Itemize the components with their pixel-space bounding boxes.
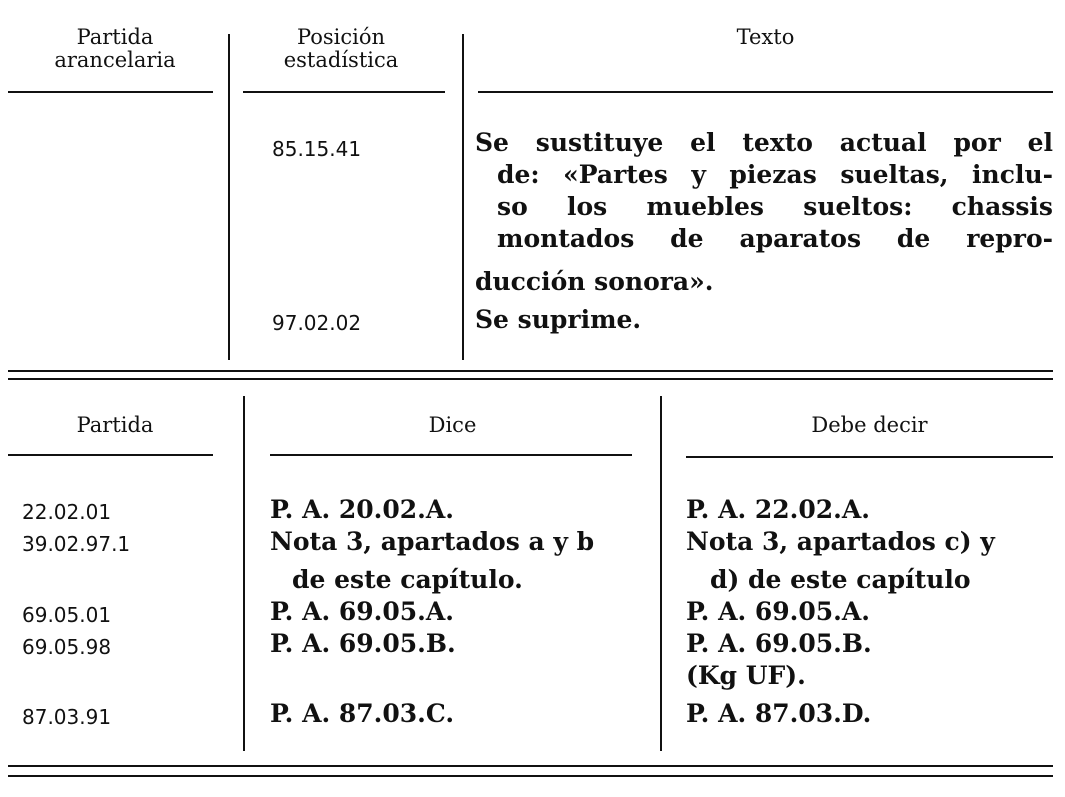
header-dice: Dice — [428, 413, 477, 437]
column-rule-1 — [243, 396, 245, 751]
debe-cell: P. A. 22.02.A. — [686, 495, 870, 524]
header-texto: Texto — [736, 25, 795, 49]
debe-cell: P. A. 69.05.B. — [686, 629, 872, 658]
table-end-rule-bottom — [8, 775, 1053, 777]
table-end-rule-top — [8, 765, 1053, 767]
partida-cell: 69.05.01 — [22, 603, 112, 627]
dice-cell: P. A. 69.05.A. — [270, 597, 454, 626]
posicion-cell: 85.15.41 — [272, 137, 362, 161]
debe-cell: (Kg UF). — [686, 661, 806, 690]
header-underline-dice — [270, 454, 632, 456]
dice-cell: Nota 3, apartados a y b — [270, 527, 595, 556]
header-underline-posicion — [243, 91, 445, 93]
header-partida: Partida — [76, 413, 154, 437]
column-rule-1 — [228, 34, 230, 360]
table-separator-bottom — [8, 378, 1053, 380]
dice-cell: P. A. 87.03.C. — [270, 699, 455, 728]
debe-cell: Nota 3, apartados c) y — [686, 527, 995, 556]
header-underline-texto — [478, 91, 1053, 93]
header-posicion-estadistica: Posición estadística — [283, 25, 399, 72]
texto-line: ducción sonora». — [475, 267, 714, 296]
dice-cell: de este capítulo. — [292, 565, 523, 594]
texto-line: Se suprime. — [475, 305, 642, 334]
debe-cell: d) de este capítulo — [710, 565, 971, 594]
texto-line: de: «Partes y piezas sueltas, inclu- — [497, 160, 1053, 189]
texto-line: so los muebles sueltos: chassis — [497, 192, 1053, 221]
header-underline-partida — [8, 91, 213, 93]
column-rule-2 — [660, 396, 662, 751]
partida-cell: 22.02.01 — [22, 500, 112, 524]
texto-line: Se sustituye el texto actual por el — [475, 128, 1053, 157]
debe-cell: P. A. 87.03.D. — [686, 699, 872, 728]
debe-cell: P. A. 69.05.A. — [686, 597, 870, 626]
partida-cell: 87.03.91 — [22, 705, 112, 729]
header-debe-decir: Debe decir — [811, 413, 928, 437]
partida-cell: 39.02.97.1 — [22, 532, 131, 556]
dice-cell: P. A. 20.02.A. — [270, 495, 454, 524]
header-underline-partida — [8, 454, 213, 456]
header-underline-debe — [686, 456, 1053, 458]
column-rule-2 — [462, 34, 464, 360]
dice-cell: P. A. 69.05.B. — [270, 629, 456, 658]
posicion-cell: 97.02.02 — [272, 311, 362, 335]
header-partida-arancelaria: Partida arancelaria — [54, 25, 176, 72]
partida-cell: 69.05.98 — [22, 635, 112, 659]
table-separator-top — [8, 370, 1053, 372]
texto-line: montados de aparatos de repro- — [497, 224, 1053, 253]
